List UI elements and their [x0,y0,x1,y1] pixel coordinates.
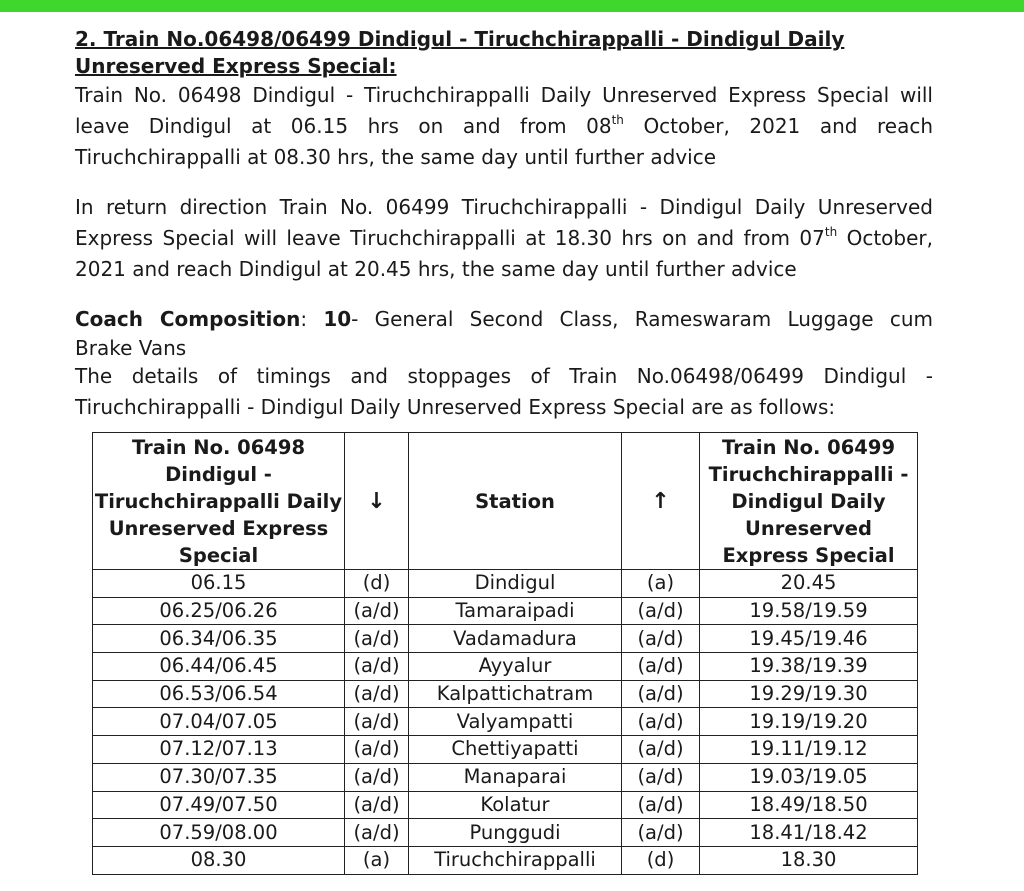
cell-up-code: (a/d) [622,736,700,764]
cell-up-code: (d) [622,846,700,874]
cell-down-code: (d) [345,570,409,598]
cell-station: Kolatur [409,791,622,819]
para1-superscript: th [611,113,624,128]
cell-up-code: (a/d) [622,791,700,819]
para2-text-end: October, 2021 and reach Dindigul at 20.45 hrs, the same day until further advice [75,226,933,281]
cell-down-time: 06.15 [93,570,345,598]
cell-up-time: 18.41/18.42 [700,819,918,847]
cell-down-time: 06.53/06.54 [93,680,345,708]
cell-station: Vadamadura [409,625,622,653]
cell-up-code: (a/d) [622,625,700,653]
cell-down-code: (a/d) [345,680,409,708]
table-row [93,708,918,736]
table-row [93,625,918,653]
coach-label: Coach Composition [75,307,301,331]
cell-up-time: 19.58/19.59 [700,597,918,625]
header-down-train: Train No. 06498 Dindigul - Tiruchchirappalli Daily Unreserved Express Special [93,433,345,570]
top-accent-bar [0,0,1024,12]
cell-station: Chettiyapatti [409,736,622,764]
cell-down-time: 07.04/07.05 [93,708,345,736]
cell-up-code: (a/d) [622,763,700,791]
cell-up-code: (a/d) [622,597,700,625]
timing-table [92,432,918,875]
cell-down-code: (a/d) [345,625,409,653]
paragraph-up-train [75,192,933,285]
cell-up-time: 19.45/19.46 [700,625,918,653]
cell-down-code: (a/d) [345,653,409,681]
coach-text: - General Second Class, Rameswaram Luggage cum [351,307,933,331]
cell-up-code: (a/d) [622,819,700,847]
cell-down-code: (a/d) [345,791,409,819]
cell-station: Tiruchchirappalli [409,846,622,874]
cell-down-code: (a/d) [345,597,409,625]
cell-down-code: (a/d) [345,708,409,736]
cell-down-time: 06.44/06.45 [93,653,345,681]
table-row [93,763,918,791]
table-row [93,680,918,708]
cell-down-code: (a/d) [345,763,409,791]
table-header-row [93,433,918,570]
cell-station: Dindigul [409,570,622,598]
cell-down-time: 07.30/07.35 [93,763,345,791]
para2-text: In return direction Train No. 06499 Tiruchchirappalli - Dindigul Daily Unreserved Express Special will leave Tiruchchirappalli at 18.30 hrs on and from 07 [75,195,933,250]
table-row [93,597,918,625]
cell-up-code: (a/d) [622,653,700,681]
para1-text-end: October, 2021 and reach Tiruchchirappalli at 08.30 hrs, the same day until further advice [75,114,933,169]
cell-up-time: 19.19/19.20 [700,708,918,736]
cell-station: Tamaraipadi [409,597,622,625]
down-arrow-icon: ↓ [345,433,409,570]
cell-down-time: 07.12/07.13 [93,736,345,764]
cell-up-time: 19.29/19.30 [700,680,918,708]
details-intro: The details of timings and stoppages of Train No.06498/06499 Dindigul - Tiruchchirappalli - Dindigul Daily Unreserved Express Special are as follows: [75,364,933,419]
cell-up-code: (a) [622,570,700,598]
para1-text: Train No. 06498 Dindigul - Tiruchchirappalli Daily Unreserved Express Special will leave Dindigul at 06.15 hrs on and from 08 [75,83,933,138]
table-row [93,736,918,764]
table-row [93,819,918,847]
coach-colon: : [300,307,324,331]
cell-up-time: 19.11/19.12 [700,736,918,764]
section-heading: 2. Train No.06498/06499 Dindigul - Tiruchchirappalli - Dindigul Daily Unreserved Express Special: [75,27,845,78]
up-arrow-icon: ↑ [622,433,700,570]
cell-down-time: 08.30 [93,846,345,874]
coach-count: 10 [323,307,352,331]
header-up-train: Train No. 06499 Tiruchchirappalli - Dindigul Daily Unreserved Express Special [700,433,918,570]
para2-superscript: th [824,225,838,240]
table-row [93,846,918,874]
cell-station: Punggudi [409,819,622,847]
cell-down-time: 07.59/08.00 [93,819,345,847]
cell-down-code: (a) [345,846,409,874]
cell-up-time: 19.03/19.05 [700,763,918,791]
cell-station: Valyampatti [409,708,622,736]
cell-up-time: 20.45 [700,570,918,598]
cell-down-code: (a/d) [345,736,409,764]
cell-down-time: 07.49/07.50 [93,791,345,819]
cell-up-code: (a/d) [622,708,700,736]
cell-down-time: 06.25/06.26 [93,597,345,625]
paragraph-down-train [75,80,933,173]
cell-station: Ayyalur [409,653,622,681]
cell-up-time: 19.38/19.39 [700,653,918,681]
coach-composition [75,304,933,335]
cell-station: Manaparai [409,763,622,791]
table-row [93,653,918,681]
coach-composition-cont: Brake Vans [75,336,187,360]
cell-station: Kalpattichatram [409,680,622,708]
cell-down-time: 06.34/06.35 [93,625,345,653]
cell-down-code: (a/d) [345,819,409,847]
table-row [93,791,918,819]
cell-up-code: (a/d) [622,680,700,708]
cell-up-time: 18.49/18.50 [700,791,918,819]
cell-up-time: 18.30 [700,846,918,874]
header-station: Station [409,433,622,570]
table-row [93,570,918,598]
notice-document [75,26,933,423]
